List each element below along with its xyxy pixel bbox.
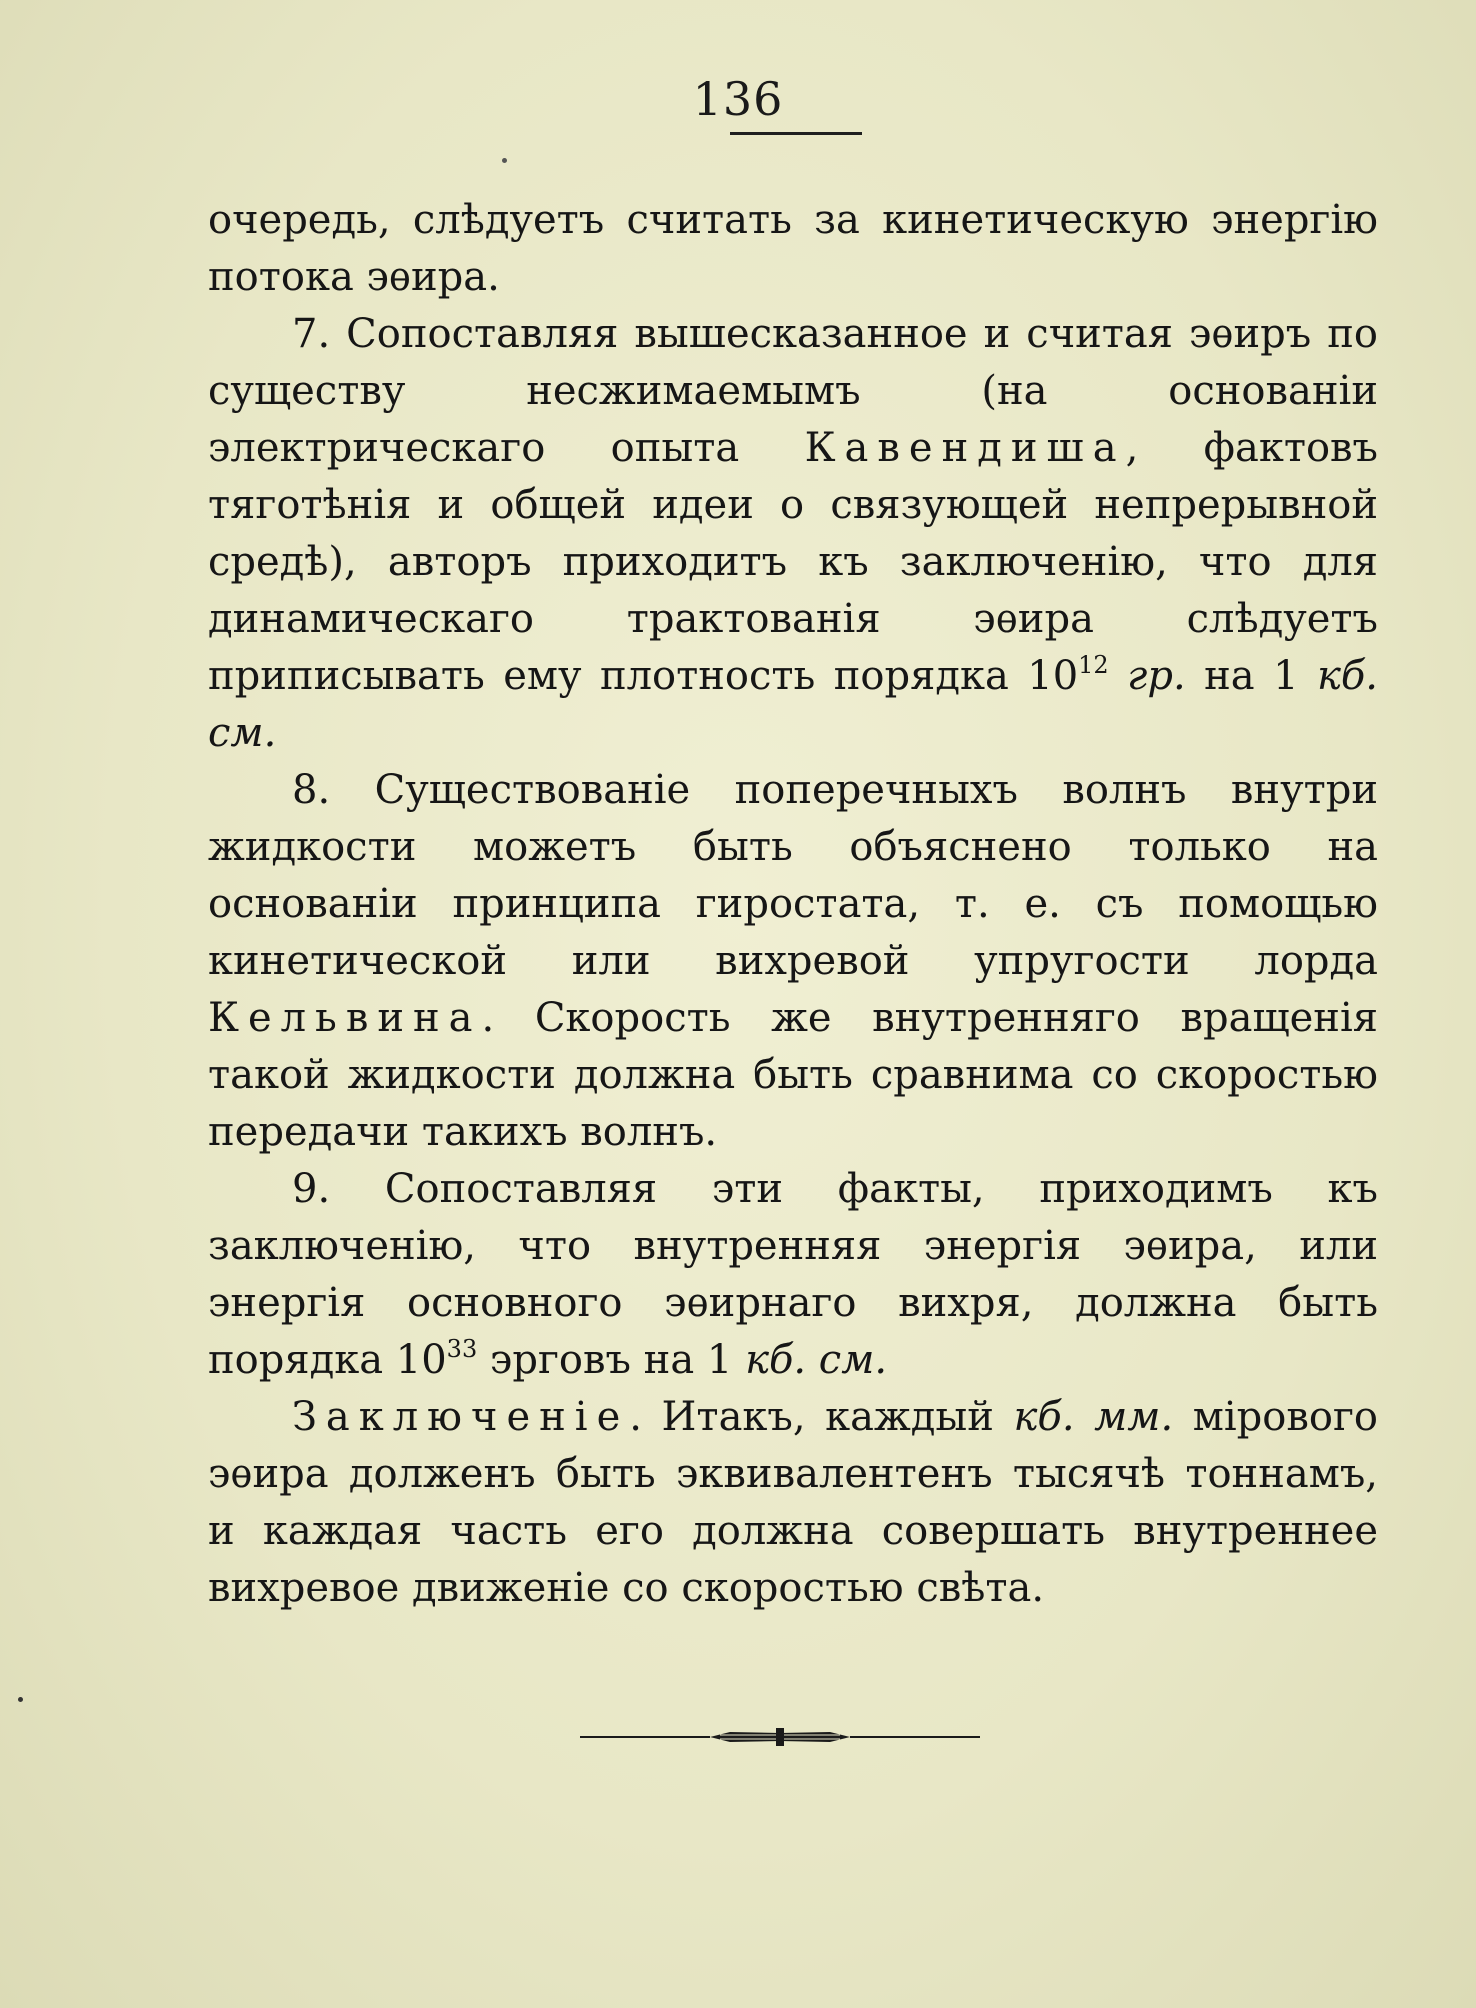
paragraph-7-text-b: , фактовъ тяготѣнія и общей идеи о связующей непрерывной средѣ), авторъ приходитъ къ заключенію, что для динамическаго трактованія эѳира слѣдуетъ приписывать ему плотность порядка 10 [208,425,1378,699]
paragraph-7-text-a: 7. Сопоставляя вышесказанное и считая эѳиръ по существу несжимаемымъ (на основаніи электрическаго опыта [208,311,1378,471]
paragraph-9-text-a: 9. Сопоставляя эти факты, приходимъ къ заключенію, что внутренняя энергія эѳира, или энергія основного эѳирнаго вихря, должна быть порядка 10 [208,1166,1378,1383]
paragraph-8 [208,762,1378,1161]
name-kelvin: Кельвина [208,995,482,1041]
conclusion-text-a: . Итакъ, каждый [629,1394,1014,1440]
page-number-underline [730,132,862,135]
exponent-33: 33 [446,1335,478,1363]
unit-cubic-cm: кб. см. [745,1337,888,1383]
ornament-divider-icon [580,1722,980,1752]
exponent-12: 12 [1078,651,1109,679]
print-speck [502,158,507,163]
unit-grams: гр. [1108,653,1186,699]
paragraph-8-text-b: . Скорость же внутренняго вращенія такой жидкости должна быть сравнима со скоростью передачи такихъ волнъ. [208,995,1378,1155]
paragraph-7 [208,306,1378,762]
print-speck [18,1697,23,1702]
paragraph-conclusion [208,1389,1378,1617]
paragraph-8-text-a: 8. Существованіе поперечныхъ волнъ внутри жидкости можетъ быть объяснено только на основаніи принципа гиростата, т. е. съ помощью кинетической или вихревой упругости лорда [208,767,1378,984]
unit-cubic-cm: кб. см. [208,653,1378,756]
body-text [208,192,1378,1617]
paragraph-continuation: очередь, слѣдуетъ считать за кинетическую энергію потока эѳира. [208,197,1378,300]
paragraph-7-text-c: на 1 [1185,653,1317,699]
paragraph-9 [208,1161,1378,1389]
unit-cubic-mm: кб. мм. [1013,1394,1174,1440]
paragraph-9-text-b: эрговъ на 1 [477,1337,746,1383]
page-number: 136 [692,72,784,126]
name-cavendish: Кавендиша [804,425,1126,471]
conclusion-text-b: мірового эѳира долженъ быть эквивалентенъ тысячѣ тоннамъ, и каждая часть его должна совершать внутреннее вихревое движеніе со скоростью свѣта. [208,1394,1379,1611]
conclusion-heading: Заключеніе [292,1394,630,1440]
